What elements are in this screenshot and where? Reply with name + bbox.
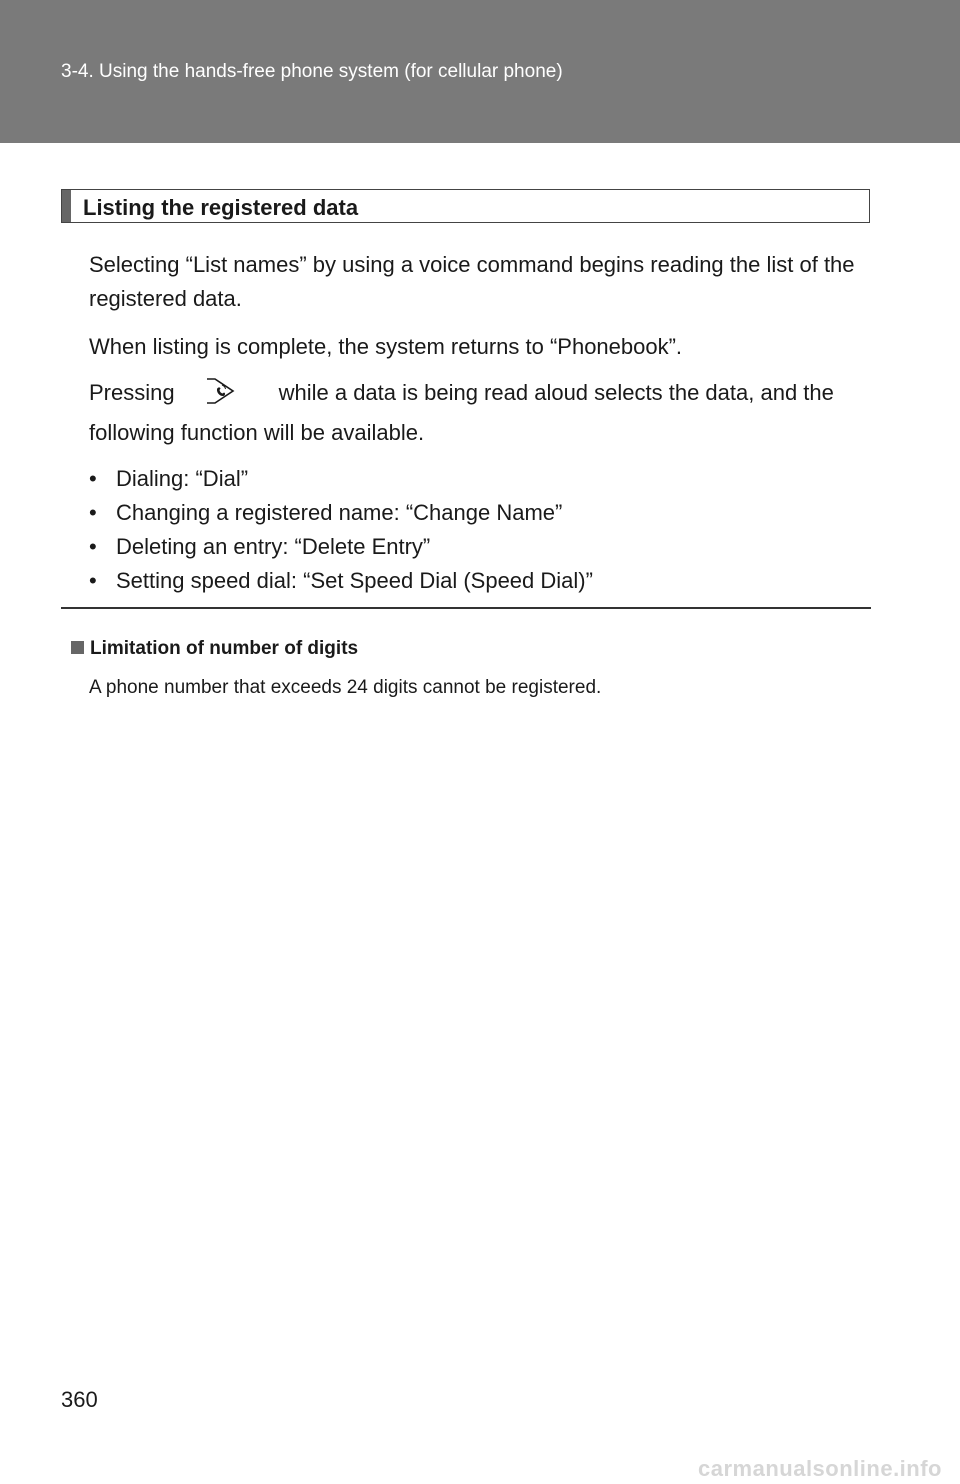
list-item-text: Dialing: “Dial”: [116, 466, 249, 491]
section-heading-box: [61, 189, 870, 223]
page-header: [0, 0, 960, 143]
phone-pickup-icon: [205, 376, 235, 406]
note-title: [71, 638, 358, 660]
paragraph-list-names: Selecting “List names” by using a voice command begins reading the list of the registered data.: [89, 252, 855, 311]
paragraph-listing-complete: When listing is complete, the system returns to “Phonebook”.: [89, 334, 683, 359]
bullet-symbol: •: [89, 500, 97, 525]
pressing-text-before: Pressing: [89, 380, 175, 405]
paragraph-pressing: [89, 373, 879, 453]
list-item-text: Deleting an entry: “Delete Entry”: [116, 534, 431, 559]
section-heading-bar: [62, 190, 71, 222]
pressing-text-after: while a data is being read aloud selects the data, and the following function will be available.: [89, 380, 834, 445]
bullet-symbol: •: [89, 466, 97, 491]
list-item: [89, 530, 879, 564]
bullet-symbol: •: [89, 534, 97, 559]
function-list: [89, 462, 879, 598]
note-body: A phone number that exceeds 24 digits cannot be registered.: [89, 677, 602, 698]
list-item: [89, 496, 879, 530]
list-item: [89, 564, 879, 598]
watermark: carmanualsonline.info: [698, 1456, 942, 1481]
bullet-symbol: •: [89, 568, 97, 593]
list-item-text: Changing a registered name: “Change Name”: [116, 500, 563, 525]
section-divider: [61, 607, 871, 609]
page-number: 360: [61, 1387, 98, 1412]
section-title: Listing the registered data: [83, 195, 359, 220]
square-bullet-icon: [71, 641, 84, 654]
list-item-text: Setting speed dial: “Set Speed Dial (Speed Dial)”: [116, 568, 593, 593]
note-title-text: Limitation of number of digits: [90, 638, 359, 659]
list-item: [89, 462, 879, 496]
header-title: 3-4. Using the hands-free phone system (for cellular phone): [61, 61, 563, 82]
